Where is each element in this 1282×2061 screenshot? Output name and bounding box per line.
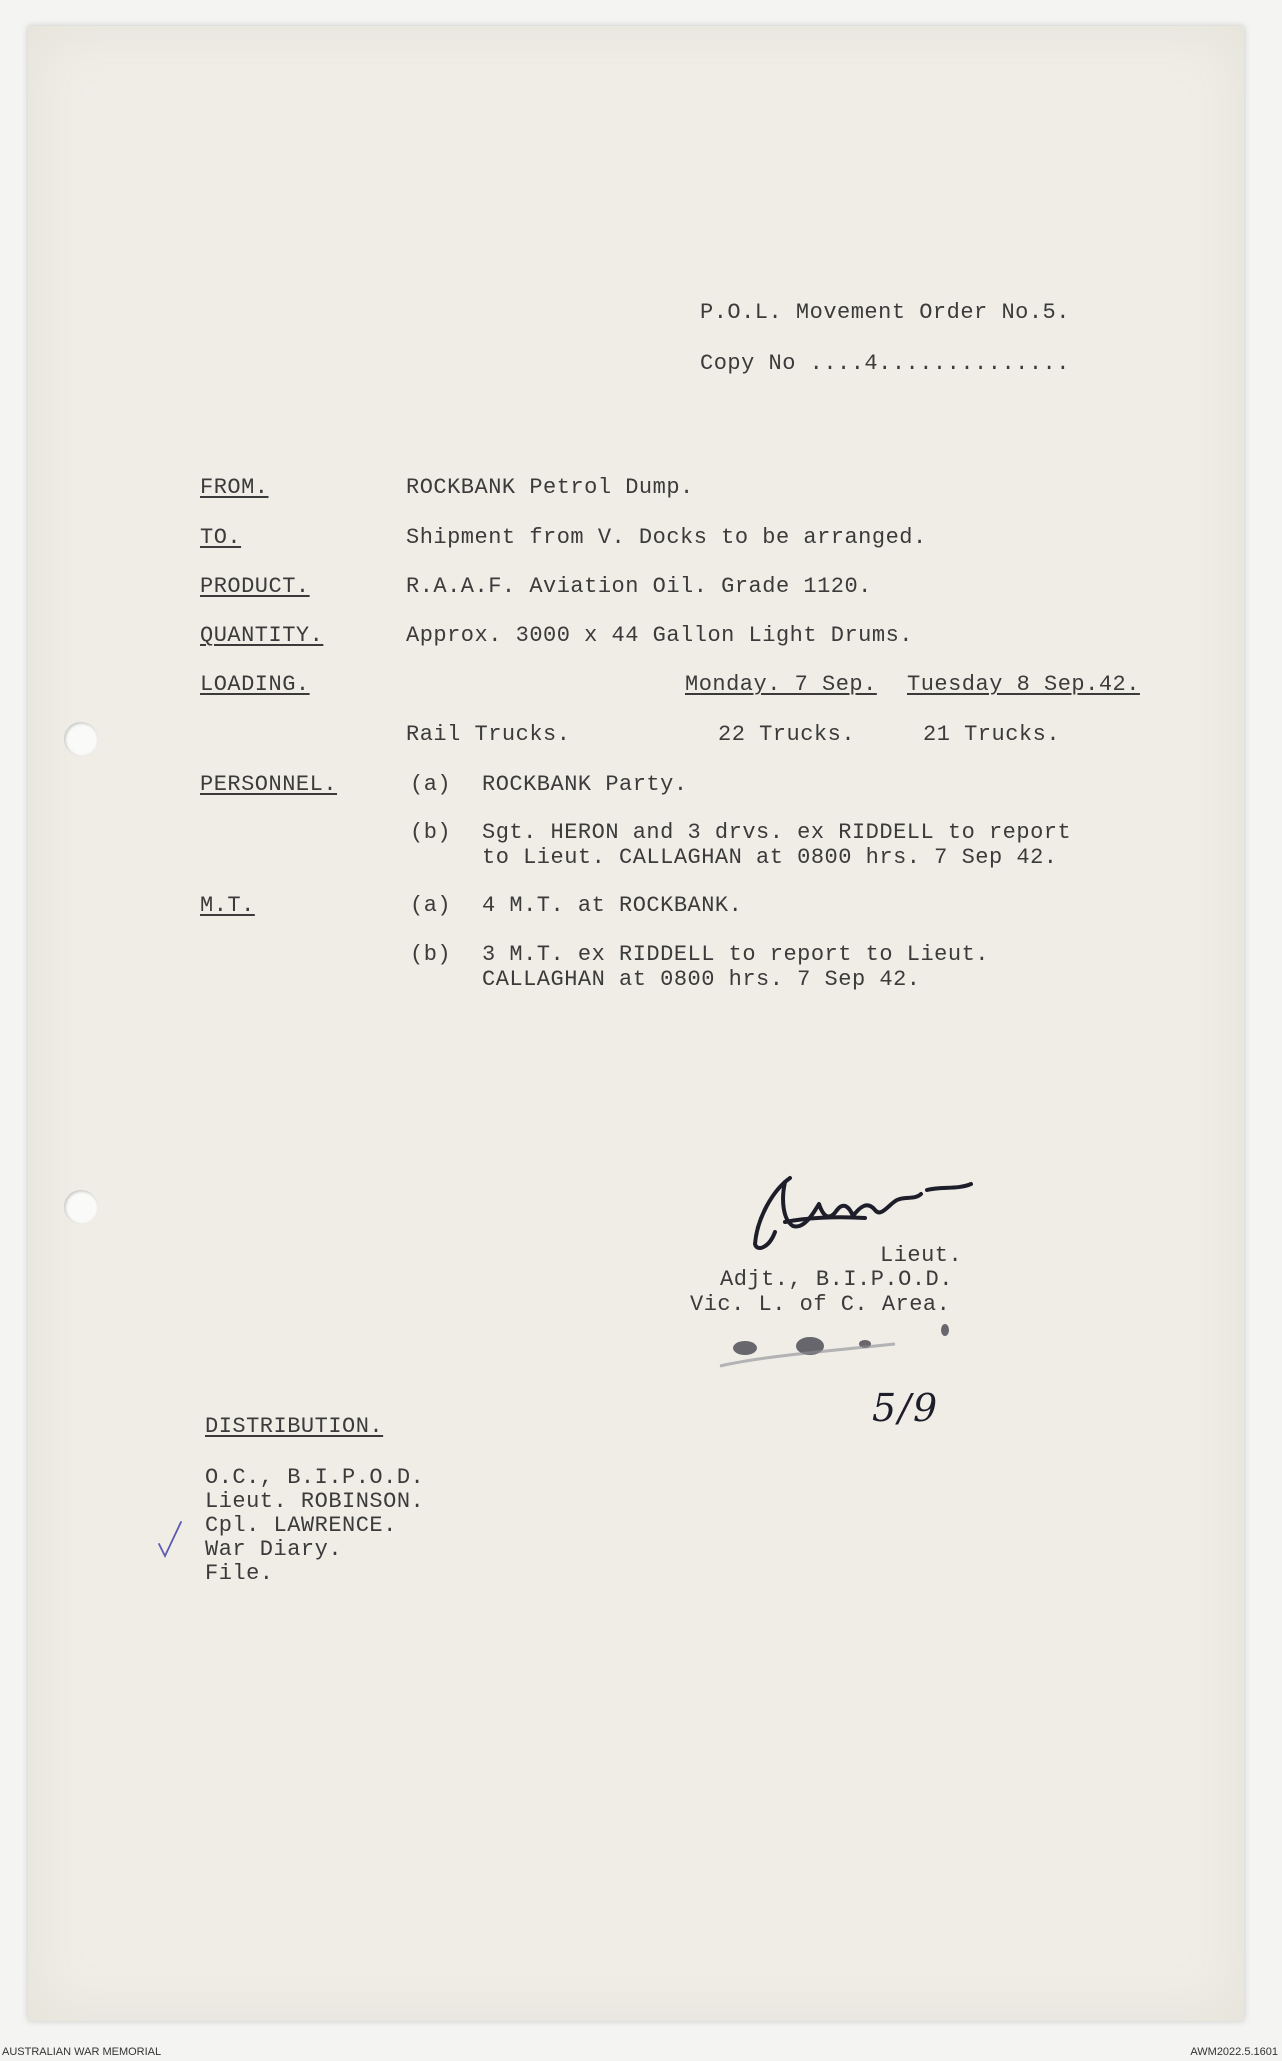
personnel-a-marker: (a) <box>410 772 452 797</box>
mt-label: M.T. <box>200 893 255 918</box>
mt-b-line1: 3 M.T. ex RIDDELL to report to Lieut. <box>482 942 989 967</box>
footer-accession-number: AWM2022.5.1601 <box>1190 2046 1278 2058</box>
mt-a-marker: (a) <box>410 893 452 918</box>
distribution-recipient: War Diary. <box>205 1537 343 1562</box>
to-value: Shipment from V. Docks to be arranged. <box>406 525 927 550</box>
distribution-heading: DISTRIBUTION. <box>205 1414 384 1439</box>
signatory-area: Vic. L. of C. Area. <box>690 1292 951 1317</box>
punch-hole <box>64 1190 98 1224</box>
ink-smudge <box>715 1318 965 1378</box>
quantity-label: QUANTITY. <box>200 623 324 648</box>
rail-trucks-label: Rail Trucks. <box>406 722 571 747</box>
personnel-b-line2: to Lieut. CALLAGHAN at 0800 hrs. 7 Sep 42. <box>482 845 1058 870</box>
product-value: R.A.A.F. Aviation Oil. Grade 1120. <box>406 574 872 599</box>
product-label: PRODUCT. <box>200 574 310 599</box>
to-label: TO. <box>200 525 242 550</box>
day1-trucks: 22 Trucks. <box>718 722 856 747</box>
day2-trucks: 21 Trucks. <box>923 722 1061 747</box>
check-mark-icon <box>155 1518 185 1560</box>
personnel-b-marker: (b) <box>410 820 452 845</box>
footer-institution: AUSTRALIAN WAR MEMORIAL <box>2 2046 162 2058</box>
distribution-recipient: Lieut. ROBINSON. <box>205 1489 425 1514</box>
personnel-label: PERSONNEL. <box>200 772 338 797</box>
copy-number: Copy No ....4.............. <box>700 351 1070 376</box>
punch-hole <box>64 722 98 756</box>
from-label: FROM. <box>200 475 269 500</box>
from-value: ROCKBANK Petrol Dump. <box>406 475 694 500</box>
distribution-recipient: File. <box>205 1561 274 1586</box>
loading-day1: Monday. 7 Sep. <box>685 672 877 697</box>
mt-b-line2: CALLAGHAN at 0800 hrs. 7 Sep 42. <box>482 967 921 992</box>
mt-a-text: 4 M.T. at ROCKBANK. <box>482 893 743 918</box>
distribution-recipient: O.C., B.I.P.O.D. <box>205 1465 425 1490</box>
mt-b-marker: (b) <box>410 942 452 967</box>
loading-day2: Tuesday 8 Sep.42. <box>907 672 1140 697</box>
signatory-position: Adjt., B.I.P.O.D. <box>720 1267 953 1292</box>
quantity-value: Approx. 3000 x 44 Gallon Light Drums. <box>406 623 913 648</box>
loading-label: LOADING. <box>200 672 310 697</box>
order-title: P.O.L. Movement Order No.5. <box>700 300 1070 325</box>
personnel-b-line1: Sgt. HERON and 3 drvs. ex RIDDELL to report <box>482 820 1072 845</box>
signatory-rank: Lieut. <box>880 1243 963 1268</box>
handwritten-date: 5/9 <box>872 1386 940 1430</box>
personnel-a-text: ROCKBANK Party. <box>482 772 688 797</box>
handwritten-signature <box>745 1160 1005 1260</box>
distribution-recipient: Cpl. LAWRENCE. <box>205 1513 397 1538</box>
